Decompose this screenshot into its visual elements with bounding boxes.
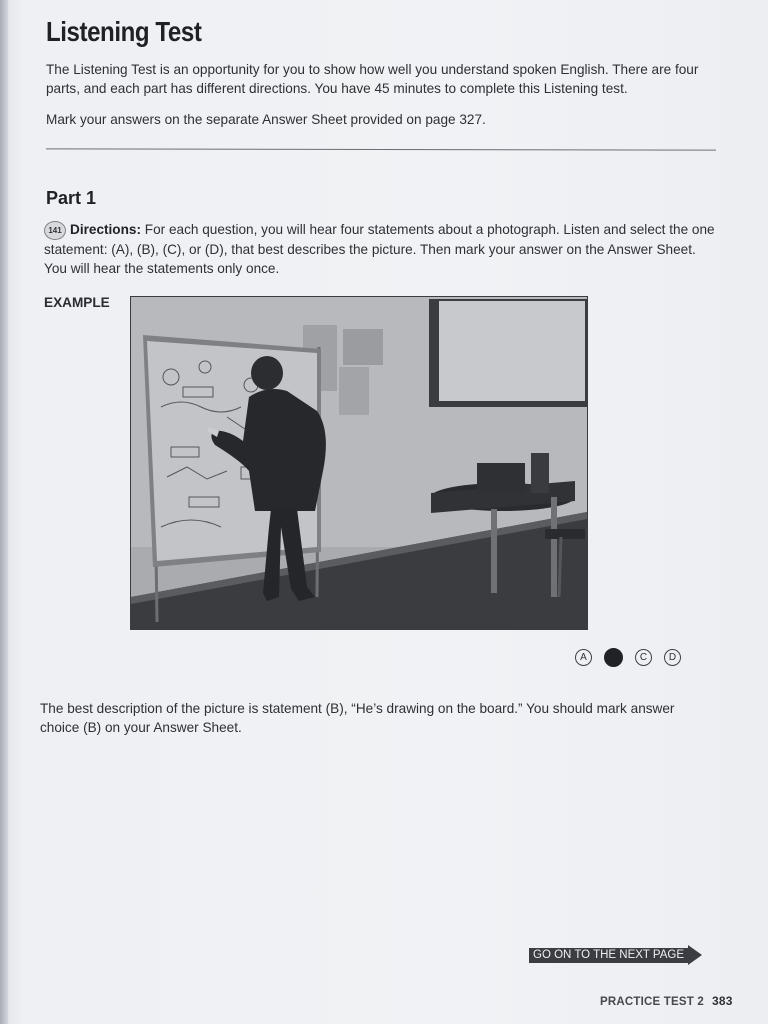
answer-bubble-c: C <box>635 649 652 666</box>
example-photo <box>130 296 588 630</box>
example-label: EXAMPLE <box>44 295 110 310</box>
intro-paragraph: The Listening Test is an opportunity for you to show how well you understand spoken English. There are four parts, and each part has different directions. You have 45 minutes to complete this Listening test. <box>46 62 699 96</box>
page-footer <box>600 994 733 1008</box>
audio-track-icon: 141 <box>44 221 66 240</box>
directions-paragraph <box>44 220 716 278</box>
part-heading: Part 1 <box>46 188 97 208</box>
answer-bubble-a: A <box>575 649 592 666</box>
photo-man-drawing-on-whiteboard-icon <box>131 297 587 629</box>
answer-bubble-d: D <box>664 649 681 666</box>
footer-section: PRACTICE TEST 2 <box>600 996 704 1008</box>
page-title: Listening Test <box>46 16 202 47</box>
example-explanation: The best description of the picture is statement (B), “He’s drawing on the board.” You should mark answer choice (B) on your Answer Sheet. <box>40 701 675 735</box>
answer-bubble-b <box>604 648 623 667</box>
page-number: 383 <box>711 994 733 1008</box>
section-divider <box>46 148 716 150</box>
book-spine-shadow <box>0 0 8 1024</box>
next-page-indicator <box>529 945 702 965</box>
answer-sheet-note: Mark your answers on the separate Answer Sheet provided on page 327. <box>46 112 486 127</box>
directions-text: For each question, you will hear four statements about a photograph. Listen and select the one statement: (A), (B), (C), or (D), that best describes the picture. Then mark your answer on the Answer Sheet. You will hear the statements only once. <box>44 222 715 276</box>
next-page-label: GO ON TO THE NEXT PAGE <box>529 948 688 963</box>
right-arrow-icon <box>688 945 702 965</box>
example-answer-choices <box>575 647 681 667</box>
directions-label: Directions: <box>70 222 142 237</box>
